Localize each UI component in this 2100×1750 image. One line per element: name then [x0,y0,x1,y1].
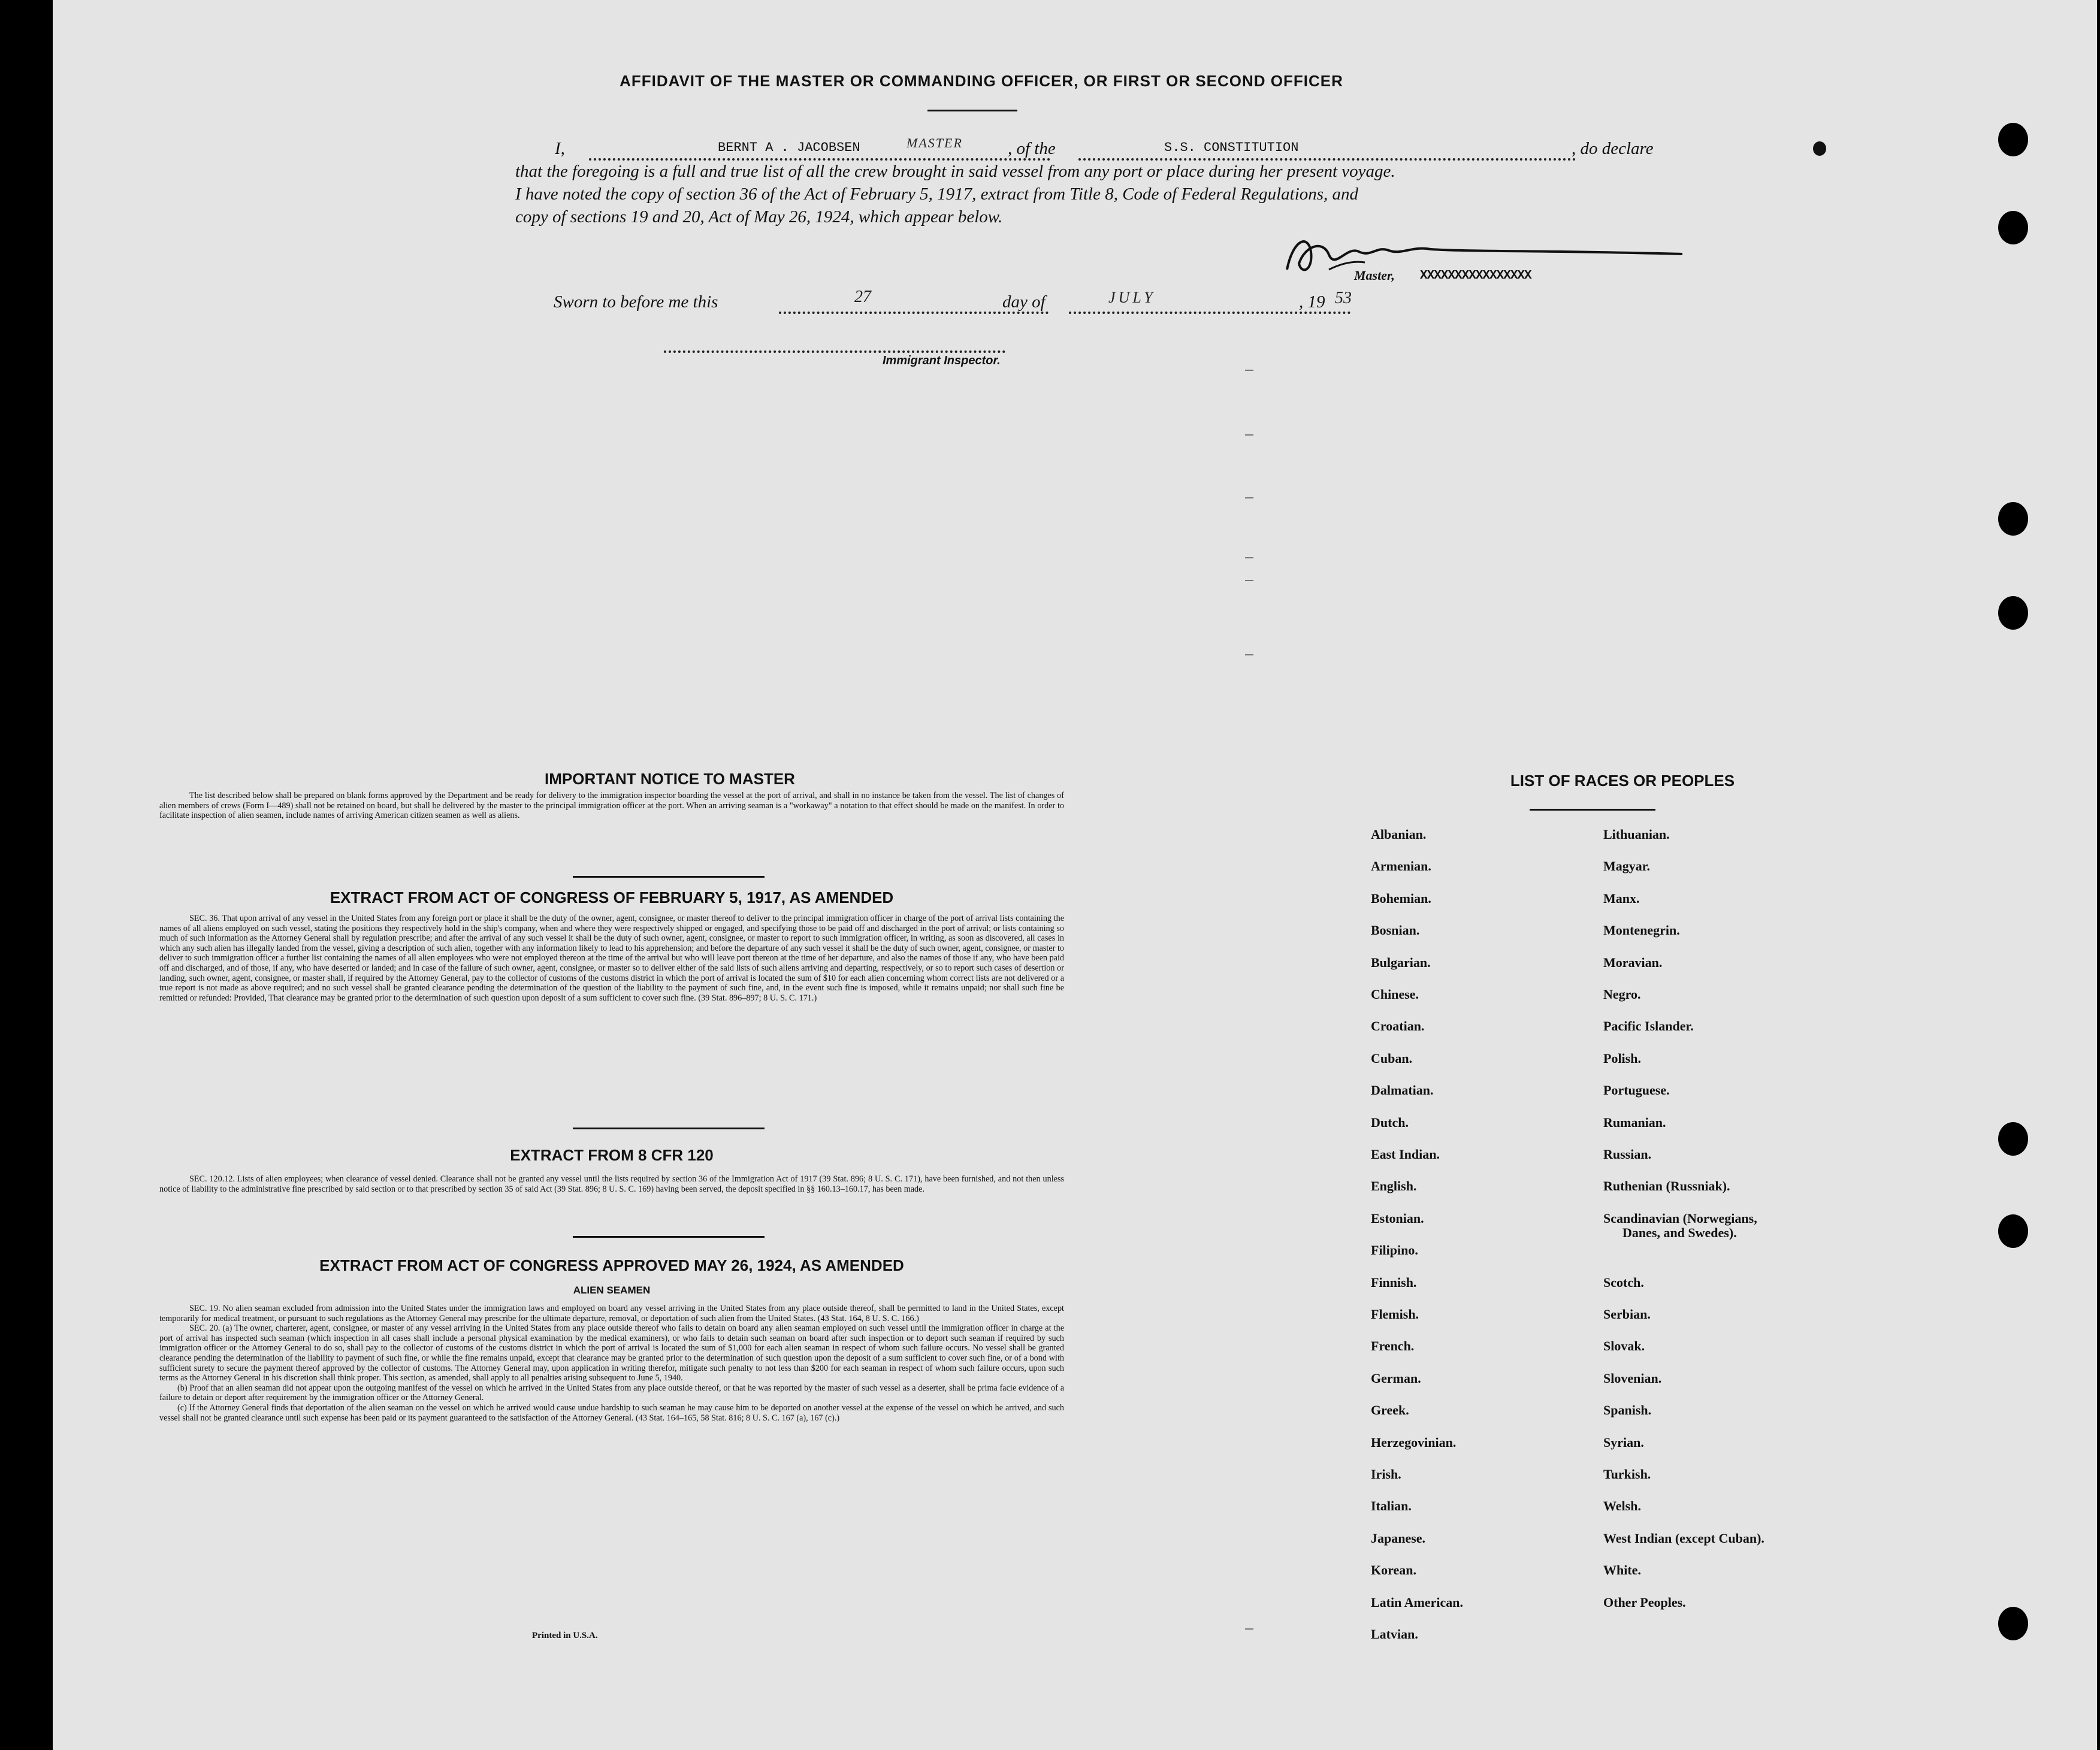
extract-1917-title: EXTRACT FROM ACT OF CONGRESS OF FEBRUARY 5, 1917, AS AMENDED [330,888,894,906]
extract-cfr-body: SEC. 120.12. Lists of alien employees; when clearance of vessel denied. Clearance shall not be granted any vessel until the lists required by section 36 of the Immigration Act of 1917 (39 Stat. 896; 8 U. S. C. 171), have been furnished, and not then unless notice of liability to the administrative fine prescribed by said section or to that prescribed by section 35 of said Act (39 Stat. 896; 8 U. S. C. 169) having been served, the deposit specified in §§ 160.13–160.17, has been made. [159,1174,1064,1194]
rule-1924-top [573,1236,765,1238]
punch-hole [1998,123,2028,156]
race-item: Finnish. [1371,1274,1417,1290]
race-item: Irish. [1371,1467,1401,1482]
sec-19-paragraph: SEC. 19. No alien seaman excluded from admission into the United States under the immigration laws and employed on board any vessel arriving in the United States from any place outside thereof, shall be permitted to land in the United States, except temporarily for medical treatment, or pursuant to such regulations as the Attorney General may prescribe for the ultimate departure, removal, or deportation of such alien from the United States. (43 Stat. 164, 8 U. S. C. 166.) [159,1304,1064,1323]
extract-cfr-title: EXTRACT FROM 8 CFR 120 [510,1146,714,1164]
race-item: West Indian (except Cuban). [1603,1530,1764,1546]
punch-hole [1998,1122,2028,1156]
races-title: LIST OF RACES OR PEOPLES [1510,772,1735,790]
race-item: Montenegrin. [1603,923,1680,938]
race-item: Greek. [1371,1403,1409,1418]
race-item: German. [1371,1370,1421,1386]
inspector-label: Immigrant Inspector. [883,354,1001,367]
race-item: Negro. [1603,987,1641,1002]
sworn-label: Sworn to before me this [554,292,718,312]
race-item: Manx. [1603,890,1640,906]
declaration-line-2: that the foregoing is a full and true list of all the crew brought in said vessel from any port or place during her present voyage. [515,162,1395,181]
race-item: Flemish. [1371,1307,1419,1322]
master-title-label: Master, [1354,268,1395,283]
race-item: Moravian. [1603,954,1663,970]
race-item: Albanian. [1371,827,1427,842]
guide-tick [1245,497,1253,498]
sec-20c-paragraph: (c) If the Attorney General finds that deportation of the alien seaman on the vessel on which he arrived would cause undue hardship to such seaman he may cause him to be deported on another vessel at the expense of the vessel on which he arrived, and such vessel shall not be granted clearance until such expense has been paid or its payment guaranteed to the satisfaction of the Attorney General. (43 Stat. 164–165, 58 Stat. 816; 8 U. S. C. 167 (a), 167 (c).) [159,1403,1064,1423]
inspector-blank [664,350,1005,353]
race-item: Turkish. [1603,1467,1651,1482]
rule-cfr-top [573,1128,765,1129]
sec-20b-paragraph: (b) Proof that an alien seaman did not appear upon the outgoing manifest of the vessel on which he arrived in the United States from any place outside thereof, or that he was reported by the master of such vessel as a deserter, shall be prima facie evidence of a failure to detain or deport after requirement by the immigration officer or the Attorney General. [159,1383,1064,1403]
sworn-day: 27 [854,288,871,306]
rule-1917-top [573,876,765,878]
notice-body: The list described below shall be prepared on blank forms approved by the Department and be ready for delivery to the immigration inspector boarding the vessel at the port of arrival, and shall in no instance be taken from the vessel. The list of changes of alien members of crews (Form I—489) shall not be retained on board, but shall be delivered by the master to the principal immigration officer at the port. When an arriving seaman is a "workaway" a notation to that effect should be made on the manifest. In order to facilitate inspection of alien seamen, include names of arriving American citizen seamen as well as aliens. [159,791,1064,821]
race-item: Bulgarian. [1371,954,1431,970]
notice-title: IMPORTANT NOTICE TO MASTER [545,770,795,788]
race-item: Polish. [1603,1050,1641,1066]
race-item: White. [1603,1562,1641,1578]
race-item: Bohemian. [1371,890,1431,906]
race-item: Filipino. [1371,1243,1418,1258]
year-suffix: 53 [1335,289,1352,307]
guide-tick [1245,370,1253,371]
race-item: Dalmatian. [1371,1083,1434,1098]
race-item: Danes, and Swedes). [1622,1225,1737,1240]
affidavit-title: AFFIDAVIT OF THE MASTER OR COMMANDING OFFICER, OR FIRST OR SECOND OFFICER [620,72,1343,90]
race-item: Slovenian. [1603,1370,1662,1386]
punch-hole [1998,1214,2028,1248]
race-item: Chinese. [1371,987,1419,1002]
race-item: Other Peoples. [1603,1594,1686,1610]
vessel-blank [1078,158,1576,161]
guide-tick [1245,557,1253,558]
race-item: Serbian. [1603,1307,1651,1322]
rank-handwritten: MASTER [907,135,963,150]
race-item: Japanese. [1371,1530,1426,1546]
guide-tick [1245,434,1253,436]
struck-out-title: XXXXXXXXXXXXXXXX [1420,269,1531,283]
guide-tick [1245,654,1253,655]
races-title-underline [1530,809,1655,811]
declaration-line-3: I have noted the copy of section 36 of the Act of February 5, 1917, extract from Title 8, Code of Federal Regulations, and [515,185,1359,204]
race-item: East Indian. [1371,1147,1440,1162]
race-item: Latvian. [1371,1627,1418,1642]
punch-hole [1998,211,2028,244]
race-item: Italian. [1371,1498,1412,1514]
punch-hole [1998,502,2028,536]
race-item: Portuguese. [1603,1083,1670,1098]
race-item: Croatian. [1371,1018,1425,1034]
race-item: Welsh. [1603,1498,1641,1514]
year-prefix: , 19 [1299,292,1325,312]
race-item: Pacific Islander. [1603,1018,1694,1034]
do-declare-label: , do declare [1572,139,1654,158]
race-item: Slovak. [1603,1338,1645,1354]
race-item: Rumanian. [1603,1114,1666,1130]
race-item: Cuban. [1371,1050,1413,1066]
race-item: Lithuanian. [1603,827,1670,842]
i-label: I, [555,139,565,158]
printed-in-usa: Printed in U.S.A. [532,1631,598,1640]
race-item: Scandinavian (Norwegians, [1603,1210,1757,1226]
extract-1917-body: SEC. 36. That upon arrival of any vessel in the United States from any foreign port or place it shall be the duty of the owner, agent, consignee, or master thereof to deliver to the principal immigration officer in charge of the port of arrival lists containing the names of all aliens employed on such vessel, stating the positions they respectively hold in the ship's company, when and where they were respectively shipped or engaged, and specifying those to be paid off and discharged in the port of arrival; or lists containing so much of such information as the Attorney General shall by regulation prescribe; and after the arrival of any such vessel it shall be the duty of such owner, agent, consignee, or master to report to such immigration officer, in writing, as soon as discovered, all cases in which any such alien has illegally landed from the vessel, giving a description of such alien, together with any information likely to lead to his apprehension; and before the departure of any such vessel it shall be the duty of such owner, agent, consignee, or master to deliver to such immigration officer a further list containing the names of all alien employees who were not employed thereon at the time of the arrival but who will leave port thereon at the time of her departure, and also the names of those if any, who have been paid off and discharged, and of those, if any, who have deserted or landed; and in case of the failure of such owner, agent, consignee, or master so to deliver either of the said lists of such aliens arriving and departing, respectively, or so to report such cases of desertion or landing, such owner, agent, consignee, or master shall, if required by the Attorney General, pay to the collector of customs of the customs district in which the port of arrival is located the sum of $10 for each alien concerning whom correct lists are not delivered or a true report is not made as above required; and no such vessel shall be granted clearance pending the determination of the question of the liability to the payment of such fine, and, in the event such fine is imposed, while it remains unpaid; nor shall such fine be remitted or refunded: Provided, That clearance may be granted prior to the determination of such question upon deposit of a sum sufficient to cover such fine. (39 Stat. 896–897; 8 U. S. C. 171.) [159,914,1064,1003]
alien-seamen-subtitle: ALIEN SEAMEN [573,1284,651,1296]
extract-1924-body [159,1304,1064,1423]
race-item: Syrian. [1603,1434,1644,1450]
day-of-label: day of [1002,292,1046,312]
sworn-month: JULY [1108,289,1156,306]
race-item: Latin American. [1371,1594,1463,1610]
race-item: Armenian. [1371,859,1431,874]
ink-dot [1813,141,1826,156]
race-item: Spanish. [1603,1403,1652,1418]
race-item: Magyar. [1603,859,1651,874]
declaration-line-4: copy of sections 19 and 20, Act of May 26, 1924, which appear below. [515,207,1003,226]
sec-20a-paragraph: SEC. 20. (a) The owner, charterer, agent, consignee, or master of any vessel arriving in the United States from any place outside thereof who fails to detain on board any alien seaman employed on such vessel until the immigration officer in charge at the port of arrival has inspected such seaman (which inspection in all cases shall include a personal physical examination by the medical examiners), or who fails to detain such seaman on board after such inspection or to deport such seaman if required by such immigration officer or the Attorney General to do so, shall pay to the collector of customs of the customs district in which the port of arrival is located the sum of $1,000 for each alien seaman in respect of whom such failure occurs. No vessel shall be granted clearance pending the determination of the liability to payment of such fine, or while the fine remains unpaid, except that clearance may be granted prior to the determination of such question upon the deposit of a sum sufficient to cover such fine, or of a bond with sufficient surety to secure the payment thereof approved by the collector of customs. The Attorney General may, upon application in writing therefor, mitigate such penalty to not less than $200 for each seaman in respect of whom such failure occurs, upon such terms as the Attorney General in his discretion shall think proper. This section, as amended, shall apply to all penalties arising subsequent to June 5, 1940. [159,1323,1064,1383]
guide-tick [1245,580,1253,581]
race-item: English. [1371,1178,1417,1194]
race-item: French. [1371,1338,1415,1354]
race-item: Ruthenian (Russniak). [1603,1178,1730,1194]
form-sheet [53,0,2097,1750]
race-item: Dutch. [1371,1114,1409,1130]
master-name: BERNT A . JACOBSEN [718,140,860,155]
race-item: Scotch. [1603,1274,1644,1290]
extract-1924-title: EXTRACT FROM ACT OF CONGRESS APPROVED MAY 26, 1924, AS AMENDED [319,1256,904,1274]
title-underline [927,110,1017,111]
race-item: Estonian. [1371,1210,1424,1226]
race-item: Herzegovinian. [1371,1434,1457,1450]
name-blank [589,158,1050,161]
guide-tick [1245,1628,1253,1630]
race-item: Korean. [1371,1562,1416,1578]
race-item: Bosnian. [1371,923,1420,938]
race-item: Russian. [1603,1147,1652,1162]
vessel-name: S.S. CONSTITUTION [1164,140,1299,155]
punch-hole [1998,1607,2028,1640]
of-the-label: , of the [1008,139,1056,158]
punch-hole [1998,596,2028,630]
